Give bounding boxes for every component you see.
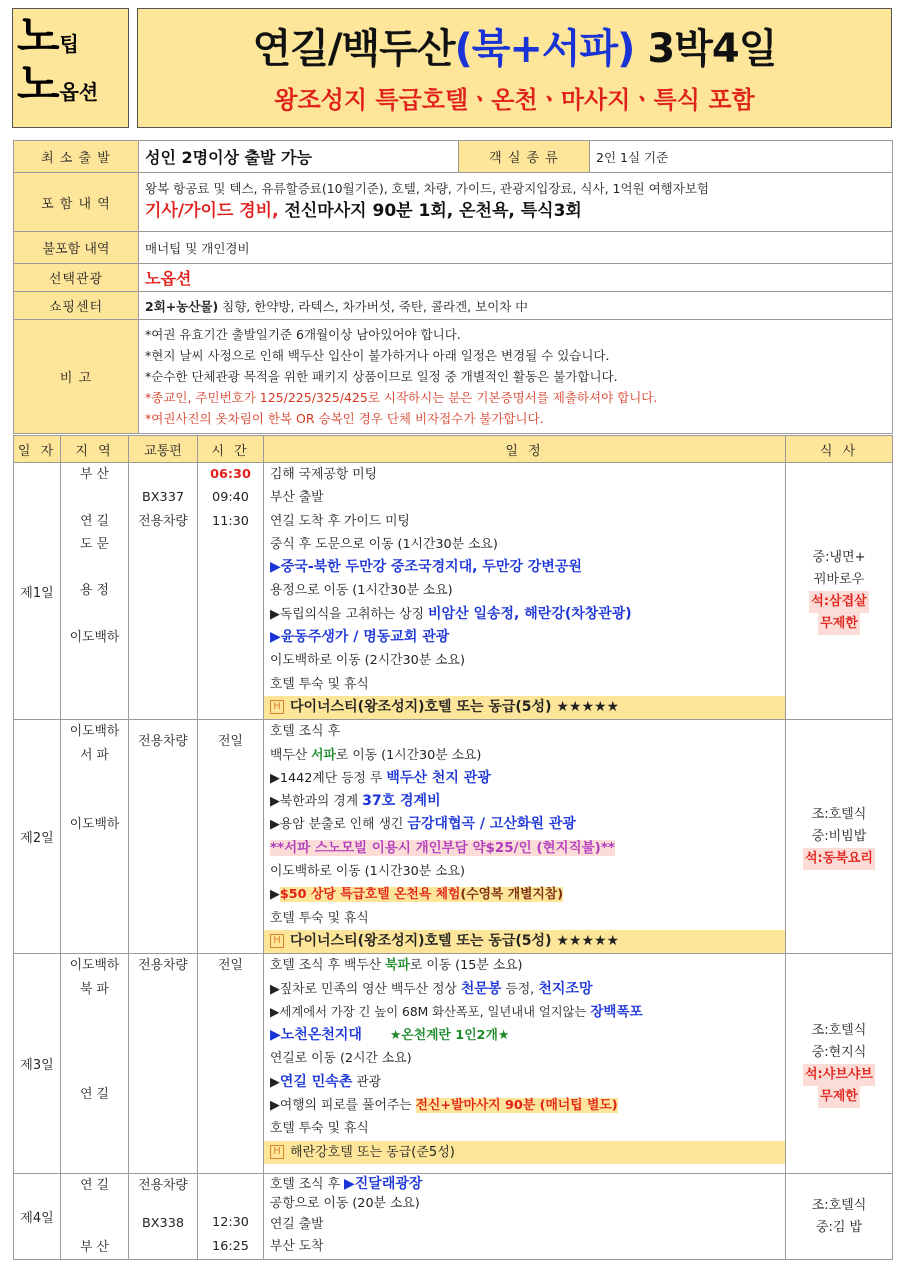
span: 천지조망	[538, 980, 593, 997]
header-transport: 교통편	[129, 436, 198, 463]
hotel-icon: H	[270, 1145, 284, 1159]
span: ★온천계란 1인2개★	[389, 1028, 510, 1044]
span: ▶1442계단 등정 루	[270, 770, 387, 786]
hotel-text: 다이너스티(왕조성지)호텔 또는 동급(5성) ★★★★★	[290, 698, 620, 715]
logo-big-2: 노	[17, 59, 60, 110]
day4-label: 제4일	[14, 1174, 61, 1260]
schedule-line	[270, 1001, 779, 1024]
region-text: 연 길	[80, 1086, 109, 1102]
day3-hotel	[264, 1141, 785, 1164]
span: 호텔 조식 후 백두산	[270, 958, 386, 974]
schedule-line	[270, 767, 779, 790]
schedule-line: 부산 도착	[270, 1239, 324, 1255]
note-label: 비 고	[14, 320, 139, 434]
span: 비암산 일송정, 해란강(차창관광)	[428, 605, 632, 622]
day2-meal	[786, 720, 893, 954]
incl-label: 포 함 내 역	[14, 173, 139, 232]
day1-meal	[786, 463, 893, 720]
shop-rest: 침향, 한약방, 라텍스, 차가버섯, 죽탄, 콜라겐, 보이차 中	[218, 298, 528, 314]
region-text: 부 산	[80, 467, 109, 482]
region-text: 북 파	[80, 981, 109, 997]
opt-label: 선택관광	[14, 264, 139, 292]
region-text: 서 파	[80, 747, 109, 763]
span: ▶세계에서 가장 긴 높이 68M 화산폭포, 일년내내 얼지않는	[270, 1004, 591, 1019]
span: ▶	[270, 887, 280, 903]
day1-hotel	[264, 696, 785, 719]
region-text: 용 정	[80, 583, 109, 599]
schedule-line: 용정으로 이동 (1시간30분 소요)	[270, 583, 453, 599]
title-part2: (북+서파)	[454, 26, 635, 72]
meal-text: 중:김 밥	[815, 1219, 863, 1235]
shop-value	[139, 292, 893, 320]
span: 호텔 조식 후	[270, 1177, 345, 1193]
logo-line1	[17, 11, 124, 62]
day4-region	[61, 1174, 129, 1260]
meal-special: 석:동북요리	[803, 848, 875, 870]
schedule-line: 중식 후 도문으로 이동 (1시간30분 소요)	[270, 536, 498, 552]
span: ▶노천온천지대	[270, 1027, 362, 1044]
schedule-line	[270, 744, 779, 767]
span: 서파	[311, 747, 336, 763]
hotel-text: 다이너스티(왕조성지)호텔 또는 동급(5성) ★★★★★	[290, 932, 620, 949]
hotel-icon: H	[270, 700, 284, 714]
schedule-line: 연길로 이동 (2시간 소요)	[270, 1051, 412, 1067]
schedule-line: ▶윤동주생가 / 명동교회 관광	[270, 629, 450, 646]
span: ▶짚차로 민족의 영산 백두산 정상	[270, 981, 461, 997]
day3-label: 제3일	[14, 954, 61, 1174]
region-text: 연 길	[80, 1178, 109, 1194]
transport-text: 전용차량	[138, 1178, 188, 1194]
schedule-line: 호텔 투숙 및 휴식	[270, 676, 369, 692]
span: 로 이동 (15분 소요)	[409, 958, 523, 974]
excl-label: 불포함 내역	[14, 232, 139, 264]
room-value: 2인 1실 기준	[590, 141, 893, 173]
logo-small-2: 옵션	[59, 80, 99, 104]
region-text	[61, 603, 128, 626]
span: 37호 경계비	[362, 793, 441, 810]
note-line-red: *종교인, 주민번호가 125/225/325/425로 시작하시는 분은 기본증명서를 제출하셔야 합니다.	[145, 390, 658, 405]
schedule-line: 호텔 투숙 및 휴식	[270, 910, 369, 926]
transport-text: 전용차량	[138, 513, 188, 529]
incl-red: 기사/가이드 경비,	[145, 200, 279, 221]
day3-meal	[786, 954, 893, 1174]
time-text: 16:25	[212, 1238, 249, 1254]
schedule-line	[270, 1071, 779, 1094]
day2-region	[61, 720, 129, 954]
title-part3: 3박4일	[634, 26, 777, 72]
meal-text: 중:비빔밥	[811, 828, 867, 844]
region-text	[61, 486, 128, 509]
page-subtitle: 왕조성지 특급호텔ㆍ온천ㆍ마사지ㆍ특식 포함	[274, 86, 755, 114]
time-text: 전일	[218, 958, 243, 974]
page-title	[138, 17, 891, 74]
incl-line2	[145, 198, 886, 225]
hotel-icon: H	[270, 934, 284, 948]
shop-bold: 2회+농산물)	[145, 298, 219, 314]
meal-special: 무제한	[818, 613, 860, 635]
span: ▶진달래광장	[344, 1176, 423, 1193]
day1-region	[61, 463, 129, 720]
shop-label: 쇼핑센터	[14, 292, 139, 320]
span: 전신+발마사지 90분 (매너팁 별도)	[415, 1098, 618, 1114]
span: 등정,	[501, 981, 539, 997]
note-line: *여권 유효기간 출발일기준 6개월이상 남아있어야 합니다.	[145, 327, 461, 342]
schedule-line: 호텔 조식 후	[270, 724, 340, 740]
min-label: 최 소 출 발	[14, 141, 139, 173]
header-time: 시 간	[198, 436, 264, 463]
title-part1: 연길/백두산	[252, 26, 455, 72]
day3-schedule	[264, 954, 786, 1174]
schedule-line	[270, 1094, 779, 1117]
region-text: 부 산	[80, 1239, 109, 1255]
schedule-line: 연길 출발	[270, 1217, 324, 1233]
header-day: 일 자	[14, 436, 61, 463]
title-box	[137, 8, 892, 128]
schedule-line: 부산 출발	[270, 490, 324, 506]
info-table	[13, 140, 893, 434]
day4-time	[198, 1174, 264, 1260]
meal-text: 중:냉면+	[812, 550, 866, 566]
schedule-line	[270, 837, 779, 860]
meal-special: 석:삼겹살	[809, 591, 868, 613]
day2-transport	[129, 720, 198, 954]
excl-value: 매너팁 및 개인경비	[139, 232, 893, 264]
day2-schedule	[264, 720, 786, 954]
transport-text: BX338	[142, 1215, 184, 1231]
region-text: 이도백하	[69, 630, 120, 646]
meal-special: 무제한	[818, 1086, 860, 1108]
region-text	[61, 556, 128, 579]
schedule-line: 김해 국제공항 미팅	[270, 467, 378, 482]
day1-schedule	[264, 463, 786, 720]
incl-rest: 전신마사지 90분 1회, 온천욕, 특식3회	[278, 200, 582, 221]
day1-row	[14, 463, 893, 720]
transport-text: 전용차량	[138, 734, 188, 750]
day2-label: 제2일	[14, 720, 61, 954]
header-schedule: 일 정	[264, 436, 786, 463]
day1-label: 제1일	[14, 463, 61, 720]
meal-text: 조:호텔식	[811, 1197, 867, 1213]
span: 금강대협곡 / 고산화원 관광	[407, 816, 576, 833]
transport-text: 전용차량	[138, 958, 188, 974]
day2-time	[198, 720, 264, 954]
region-text: 이도백하	[69, 958, 120, 974]
hotel-text: 해란강호텔 또는 동급(준5성)	[290, 1144, 455, 1160]
time-text: 12:30	[212, 1215, 249, 1231]
meal-text: 조:호텔식	[811, 806, 867, 822]
schedule-line	[270, 1174, 779, 1194]
time-text: 09:40	[212, 490, 249, 506]
min-value: 성인 2명이상 출발 가능	[139, 141, 459, 173]
room-label: 객 실 종 류	[459, 141, 590, 173]
day2-row	[14, 720, 893, 954]
day4-transport	[129, 1174, 198, 1260]
day1-transport	[129, 463, 198, 720]
schedule-line: 이도백하로 이동 (1시간30분 소요)	[270, 864, 465, 880]
day3-region	[61, 954, 129, 1174]
span: ▶북한과의 경계	[270, 794, 363, 810]
span: **서파 스노모빌 이용시 개인부담 약$25/인 (현지직불)**	[270, 839, 615, 856]
note-value	[139, 320, 893, 434]
schedule-line: 호텔 투숙 및 휴식	[270, 1121, 369, 1137]
header-meal: 식 사	[786, 436, 893, 463]
span: 관광	[352, 1074, 382, 1090]
span: ▶여행의 피로를 풀어주는	[270, 1098, 416, 1114]
logo-box	[12, 8, 129, 128]
day4-row	[14, 1174, 893, 1260]
time-text: 전일	[218, 734, 243, 750]
schedule-line	[270, 813, 779, 836]
schedule-line: ▶중국-북한 두만강 중조국경지대, 두만강 강변공원	[270, 559, 582, 576]
logo-small-1: 팁	[59, 32, 79, 56]
meal-special: 석:샤브샤브	[803, 1064, 875, 1086]
logo-big-1: 노	[17, 11, 60, 62]
meal-text: 꿔바로우	[813, 572, 865, 588]
span: (수영복 개별지참)	[460, 887, 564, 903]
schedule-line	[270, 603, 779, 626]
schedule-line: 이도백하로 이동 (2시간30분 소요)	[270, 653, 465, 669]
schedule-line	[270, 954, 779, 977]
span: $50 상당 특급호텔 온천욕 체험	[279, 887, 461, 903]
time-text: 06:30	[210, 467, 251, 482]
schedule-line: 연길 도착 후 가이드 미팅	[270, 513, 410, 529]
region-text: 도 문	[80, 536, 109, 552]
region-text: 이도백하	[69, 816, 120, 832]
region-text: 연 길	[80, 513, 109, 529]
meal-text: 중:현지식	[811, 1044, 867, 1060]
transport-text: BX337	[142, 490, 184, 506]
day1-time	[198, 463, 264, 720]
span: 백두산 천지 관광	[386, 769, 491, 786]
header-region: 지 역	[61, 436, 129, 463]
span: ▶용암 분출로 인해 생긴	[270, 817, 408, 833]
schedule-line	[270, 790, 779, 813]
time-text: 11:30	[212, 513, 249, 529]
note-line: *현지 날씨 사정으로 인해 백두산 입산이 불가하거나 아래 일정은 변경될 수 있습니다.	[145, 348, 610, 363]
day3-transport	[129, 954, 198, 1174]
meal-text: 조:호텔식	[811, 1022, 867, 1038]
region-text: 이도백하	[69, 724, 120, 740]
span: ▶독립의식을 고취하는 상징	[270, 606, 429, 622]
note-line: *순수한 단체관광 목적을 위한 패키지 상품이므로 일정 중 개별적인 활동은 불가합니다.	[145, 369, 618, 384]
note-line-red: *여권사진의 옷차림이 한복 OR 승복인 경우 단체 비자접수가 불가합니다.	[145, 411, 544, 426]
schedule-line	[270, 978, 779, 1001]
schedule-line: 공항으로 이동 (20분 소요)	[270, 1196, 420, 1212]
incl-line1: 왕복 항공료 및 텍스, 유류할증료(10월기준), 호텔, 차량, 가이드, 관광지입장료, 식사, 1억원 여행자보험	[145, 180, 709, 196]
day4-meal	[786, 1174, 893, 1260]
span: ▶	[270, 1074, 280, 1090]
schedule-line	[270, 1024, 779, 1047]
span: 장백폭포	[590, 1003, 643, 1020]
day3-time	[198, 954, 264, 1174]
span: 천문봉	[460, 980, 502, 997]
span: 북파	[385, 958, 410, 974]
span: 연길 민속촌	[279, 1073, 353, 1090]
day3-row	[14, 954, 893, 1174]
schedule-table	[13, 435, 893, 1260]
transport-text	[129, 463, 197, 486]
incl-value	[139, 173, 893, 232]
opt-value: 노옵션	[139, 264, 893, 292]
span: 로 이동 (1시간30분 소요)	[335, 747, 482, 763]
span: 백두산	[270, 747, 312, 763]
schedule-line	[270, 883, 779, 906]
day4-schedule	[264, 1174, 786, 1260]
logo-line2	[17, 59, 124, 110]
day2-hotel	[264, 930, 785, 953]
